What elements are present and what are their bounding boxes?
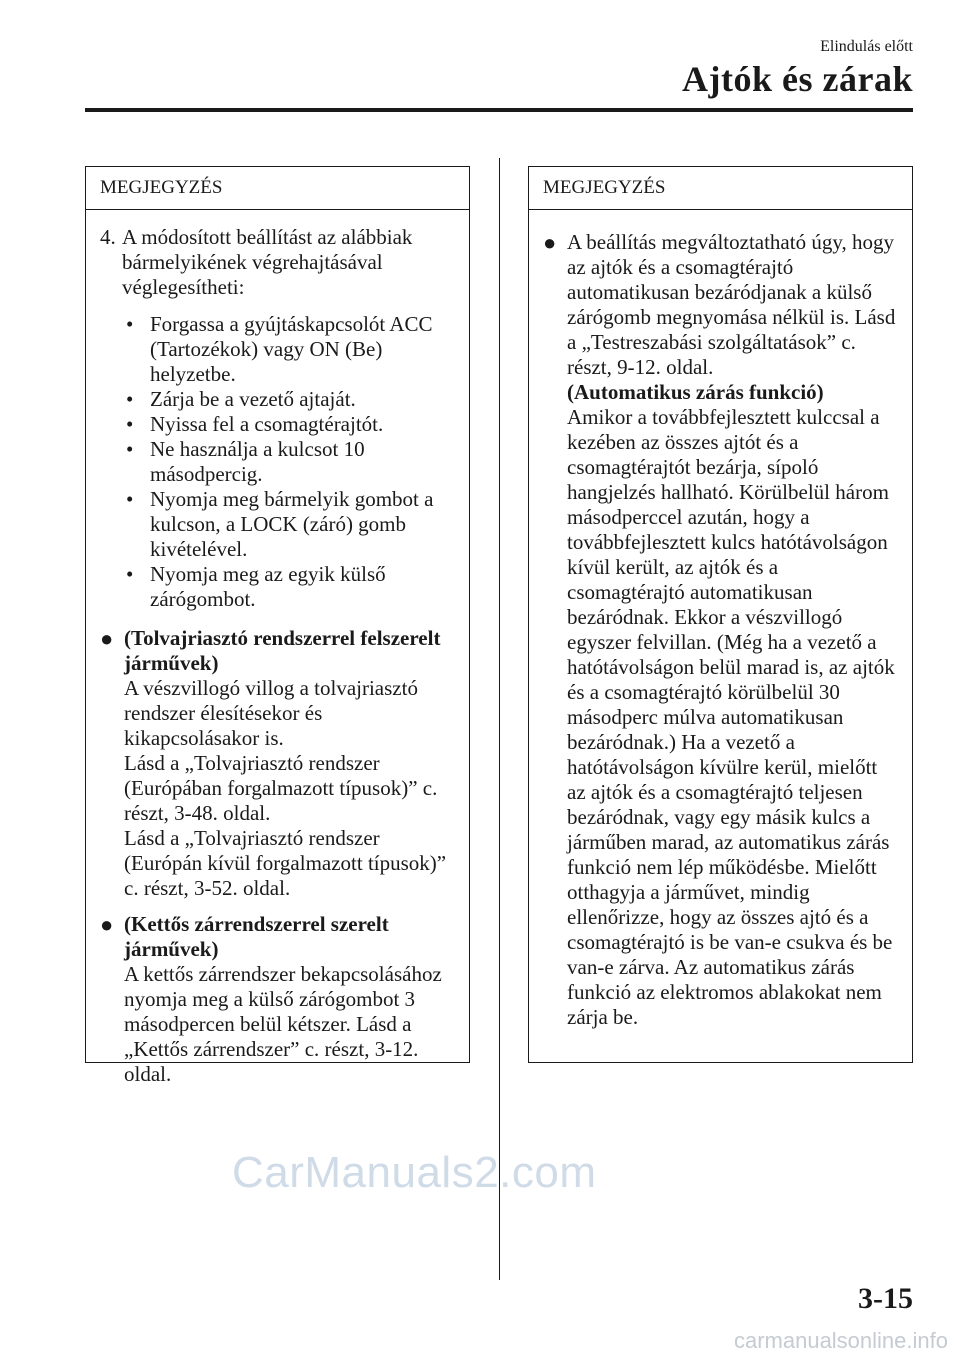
note-box-right [528,166,913,1063]
note-blocks [100,626,457,1087]
watermark-logo: CarManuals2.com [232,1148,597,1197]
note-body [86,225,469,1087]
auto-lock-block [543,230,900,1030]
block-paragraph: A kettős zárrendszer bekapcsolásához nyomja meg a külső zárógombot 3 másodpercen belül kétszer. Lásd a „Kettős zárrendszer” c. részt, 3-12. oldal. [124,962,442,1086]
theft-alarm-block [100,626,457,901]
item-text: A módosított beállítást az alábbiak bármelyikének végrehajtásával véglegesítheti: [122,225,413,299]
block-title: (Automatikus zárás funkció) [567,380,824,404]
block-title: (Tolvajriasztó rendszerrel felszerelt járművek) [124,626,441,675]
note-box-left [85,166,470,1086]
bullet-icon: ● [100,912,114,937]
block-paragraph: A vészvillogó villog a tolvajriasztó rendszer élesítésekor és kikapcsolásakor is. [124,676,418,750]
list-item: • Nyissa fel a csomagtérajtót. [126,412,469,437]
block-paragraph: Amikor a továbbfejlesztett kulccsal a kezében az összes ajtót és a csomagtérajtót bezárja, sípoló hangjelzés hallható. Körülbelül három másodperccel azután, hogy a továbbfejlesztett kulcs hatótávolságon kívül került, az ajtók és a csomagtérajtó automatikusan bezáródnak. Ekkor a vészvillogó egyszer felvillan. (Még ha a vezető a hatótávolságon belül marad is, az ajtók és a csomagtérajtó körülbelül 30 másodperc múlva automatikusan bezáródnak.) Ha a vezető a hatótávolságon kívülre kerül, mielőtt az ajtók és a csomagtérajtó teljesen bezáródnak, vagy egy másik kulcs a járműben marad, az automatikus zárás funkció nem lép működésbe. Mielőtt otthagyja a járművet, mindig ellenőrizze, hogy az összes ajtó és a csomagtérajtó is be van-e csukva és be van-e zárva. Az automatikus zárás funkció az elektromos ablakokat nem zárja be. [567,405,895,1029]
block-paragraph: Lásd a „Tolvajriasztó rendszer (Európában forgalmazott típusok)” c. részt, 3-48. oldal. [124,751,438,825]
block-paragraph: A beállítás megváltoztatható úgy, hogy az ajtók és a csomagtérajtó automatikusan bezáródjanak a külső zárógomb megnyomása nélkül is. Lásd a „Testreszabási szolgáltatások” c. részt, 9-12. oldal. [567,230,896,379]
double-lock-block [100,912,457,1087]
block-paragraph: Lásd a „Tolvajriasztó rendszer (Európán kívül forgalmazott típusok)” c. részt, 3-52. oldal. [124,826,447,900]
note-blocks [543,230,900,1030]
page-title: Ajtók és zárak [682,59,913,99]
list-item: • Ne használja a kulcsot 10 másodpercig. [126,437,469,487]
footer-url: carmanualsonline.info [733,1328,948,1353]
block-title: (Kettős zárrendszerrel szerelt járművek) [124,912,389,961]
header-rule [85,108,913,112]
note-heading: MEGJEGYZÉS [86,167,469,210]
sub-list [86,312,469,612]
list-item: • Zárja be a vezető ajtaját. [126,387,469,412]
bullet-icon: ● [100,626,114,651]
section-title: Elindulás előtt [820,38,913,55]
list-item: • Nyomja meg bármelyik gombot a kulcson, a LOCK (záró) gomb kivételével. [126,487,469,562]
list-item: • Forgassa a gyújtáskapcsolót ACC (Tartozékok) vagy ON (Be) helyzetbe. [126,312,469,387]
item-number: 4. [100,225,116,249]
note-body [529,230,912,1030]
column-divider [499,158,500,1280]
ordered-item [100,225,457,300]
list-item: • Nyomja meg az egyik külső zárógombot. [126,562,469,612]
page-number: 3-15 [858,1282,913,1315]
bullet-icon: ● [543,230,557,255]
note-heading: MEGJEGYZÉS [529,167,912,210]
